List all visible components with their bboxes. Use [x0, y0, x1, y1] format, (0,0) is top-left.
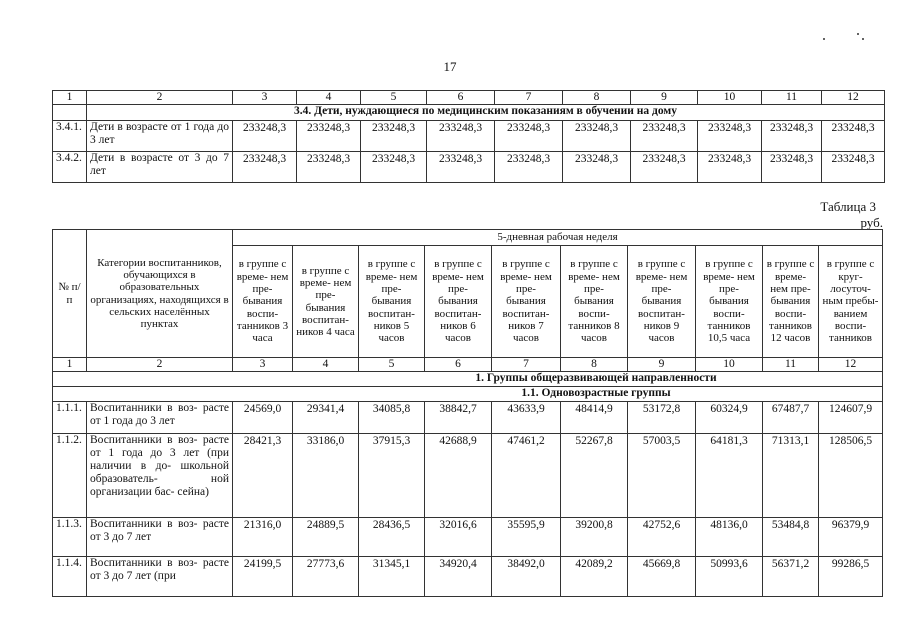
value-cell: 47461,2 — [492, 434, 561, 518]
column-number: 6 — [427, 91, 495, 105]
value-cell: 43633,9 — [492, 402, 561, 434]
row-label: Воспитанники в воз- расте от 1 года до 3 лет — [87, 402, 233, 434]
value-cell: 27773,6 — [293, 557, 359, 597]
column-number: 6 — [425, 358, 492, 372]
header-group: в группе с време- нем пре- бывания воспитан- ников 5 часов — [359, 246, 425, 358]
column-number: 2 — [87, 358, 233, 372]
value-cell: 34920,4 — [425, 557, 492, 597]
table-main — [52, 229, 883, 597]
table-row — [53, 557, 883, 597]
column-number: 4 — [297, 91, 361, 105]
value-cell: 233248,3 — [822, 121, 885, 152]
value-cell: 233248,3 — [698, 152, 762, 183]
scan-speck — [823, 38, 825, 40]
header-group: в группе с време- нем пре- бывания воспитан- ников 9 часов — [628, 246, 696, 358]
value-cell: 32016,6 — [425, 518, 492, 557]
value-cell: 233248,3 — [822, 152, 885, 183]
row-label: Воспитанники в воз- расте от 1 года до 3 лет (при наличии в до- школьной образователь- ной организации бас- сейна) — [87, 434, 233, 518]
value-cell: 233248,3 — [698, 121, 762, 152]
row-label: Воспитанники в воз- расте от 3 до 7 лет (при — [87, 557, 233, 597]
value-cell: 64181,3 — [696, 434, 763, 518]
header-week: 5-дневная рабочая неделя — [233, 230, 883, 246]
value-cell: 233248,3 — [361, 152, 427, 183]
value-cell: 45669,8 — [628, 557, 696, 597]
value-cell: 34085,8 — [359, 402, 425, 434]
column-number-row — [53, 91, 885, 105]
value-cell: 57003,5 — [628, 434, 696, 518]
section-title: 3.4. Дети, нуждающиеся по медицинским показаниям в обучении на дому — [87, 105, 885, 121]
table-row — [53, 402, 883, 434]
value-cell: 48136,0 — [696, 518, 763, 557]
scan-speck — [857, 33, 859, 35]
section-row — [53, 105, 885, 121]
section-row — [53, 387, 883, 402]
table-row — [53, 434, 883, 518]
column-number-row — [53, 358, 883, 372]
scan-speck — [862, 38, 864, 40]
section-title: 1.1. Одновозрастные группы — [53, 387, 883, 402]
value-cell: 67487,7 — [763, 402, 819, 434]
value-cell: 56371,2 — [763, 557, 819, 597]
value-cell: 37915,3 — [359, 434, 425, 518]
value-cell: 233248,3 — [631, 121, 698, 152]
column-number: 11 — [763, 358, 819, 372]
table-row — [53, 121, 885, 152]
value-cell: 233248,3 — [297, 152, 361, 183]
value-cell: 53172,8 — [628, 402, 696, 434]
value-cell: 42688,9 — [425, 434, 492, 518]
value-cell: 233248,3 — [563, 121, 631, 152]
value-cell: 28436,5 — [359, 518, 425, 557]
value-cell: 233248,3 — [762, 152, 822, 183]
value-cell: 71313,1 — [763, 434, 819, 518]
header-row-1 — [53, 230, 883, 246]
value-cell: 38492,0 — [492, 557, 561, 597]
column-number: 11 — [762, 91, 822, 105]
value-cell: 233248,3 — [427, 121, 495, 152]
value-cell: 29341,4 — [293, 402, 359, 434]
row-number: 1.1.4. — [53, 557, 87, 597]
value-cell: 60324,9 — [696, 402, 763, 434]
value-cell: 96379,9 — [819, 518, 883, 557]
table-top — [52, 90, 885, 183]
header-group: в группе с време- нем пре- бывания воспитан- ников 6 часов — [425, 246, 492, 358]
row-number: 3.4.1. — [53, 121, 87, 152]
row-number-cell — [53, 105, 87, 121]
value-cell: 233248,3 — [631, 152, 698, 183]
column-number: 3 — [233, 358, 293, 372]
value-cell: 99286,5 — [819, 557, 883, 597]
table-row — [53, 152, 885, 183]
value-cell: 52267,8 — [561, 434, 628, 518]
value-cell: 42089,2 — [561, 557, 628, 597]
value-cell: 31345,1 — [359, 557, 425, 597]
column-number: 12 — [822, 91, 885, 105]
value-cell: 35595,9 — [492, 518, 561, 557]
value-cell: 233248,3 — [563, 152, 631, 183]
value-cell: 233248,3 — [495, 121, 563, 152]
value-cell: 42752,6 — [628, 518, 696, 557]
column-number: 8 — [561, 358, 628, 372]
header-num: № п/п — [53, 230, 87, 358]
header-group: в группе с време- нем пре- бывания воспи- танников 10,5 часа — [696, 246, 763, 358]
value-cell: 233248,3 — [297, 121, 361, 152]
value-cell: 233248,3 — [233, 121, 297, 152]
value-cell: 38842,7 — [425, 402, 492, 434]
header-group: в группе с време- нем пре- бывания воспитан- ников 7 часов — [492, 246, 561, 358]
value-cell: 24569,0 — [233, 402, 293, 434]
table-row — [53, 518, 883, 557]
value-cell: 233248,3 — [762, 121, 822, 152]
column-number: 7 — [492, 358, 561, 372]
value-cell: 53484,8 — [763, 518, 819, 557]
page-number: 17 — [443, 59, 457, 74]
value-cell: 24199,5 — [233, 557, 293, 597]
column-number: 8 — [563, 91, 631, 105]
value-cell: 233248,3 — [361, 121, 427, 152]
value-cell: 21316,0 — [233, 518, 293, 557]
value-cell: 33186,0 — [293, 434, 359, 518]
header-group: в группе с време- нем пре- бывания воспитан- ников 4 часа — [293, 246, 359, 358]
value-cell: 48414,9 — [561, 402, 628, 434]
table-caption: Таблица 3 — [820, 199, 876, 214]
value-cell: 233248,3 — [495, 152, 563, 183]
column-number: 9 — [631, 91, 698, 105]
row-label: Дети в возрасте от 1 года до 3 лет — [87, 121, 233, 152]
column-number: 1 — [53, 358, 87, 372]
value-cell: 50993,6 — [696, 557, 763, 597]
value-cell: 233248,3 — [427, 152, 495, 183]
column-number: 10 — [696, 358, 763, 372]
row-number: 1.1.2. — [53, 434, 87, 518]
column-number: 5 — [359, 358, 425, 372]
column-number: 10 — [698, 91, 762, 105]
section-title: 1. Группы общеразвивающей направленности — [53, 372, 883, 387]
column-number: 5 — [361, 91, 427, 105]
header-category: Категории воспитанников, обучающихся в образовательных организациях, находящихся в сельских населённых пунктах — [87, 230, 233, 358]
column-number: 4 — [293, 358, 359, 372]
row-number: 1.1.1. — [53, 402, 87, 434]
row-label: Воспитанники в воз- расте от 3 до 7 лет — [87, 518, 233, 557]
header-group: в группе с време- нем пре- бывания воспи- танников 3 часа — [233, 246, 293, 358]
units-label: руб. — [860, 215, 883, 230]
column-number: 9 — [628, 358, 696, 372]
column-number: 3 — [233, 91, 297, 105]
row-number: 1.1.3. — [53, 518, 87, 557]
row-number: 3.4.2. — [53, 152, 87, 183]
value-cell: 128506,5 — [819, 434, 883, 518]
column-number: 2 — [87, 91, 233, 105]
column-number: 7 — [495, 91, 563, 105]
header-group: в группе с време- нем пре- бывания воспи- танников 12 часов — [763, 246, 819, 358]
header-group: в группе с круг- лосуточ- ным пребы- ванием воспи- танников — [819, 246, 883, 358]
column-number: 1 — [53, 91, 87, 105]
header-group: в группе с време- нем пре- бывания воспи- танников 8 часов — [561, 246, 628, 358]
value-cell: 39200,8 — [561, 518, 628, 557]
column-number: 12 — [819, 358, 883, 372]
row-label: Дети в возрасте от 3 до 7 лет — [87, 152, 233, 183]
section-row — [53, 372, 883, 387]
value-cell: 28421,3 — [233, 434, 293, 518]
value-cell: 233248,3 — [233, 152, 297, 183]
value-cell: 124607,9 — [819, 402, 883, 434]
value-cell: 24889,5 — [293, 518, 359, 557]
